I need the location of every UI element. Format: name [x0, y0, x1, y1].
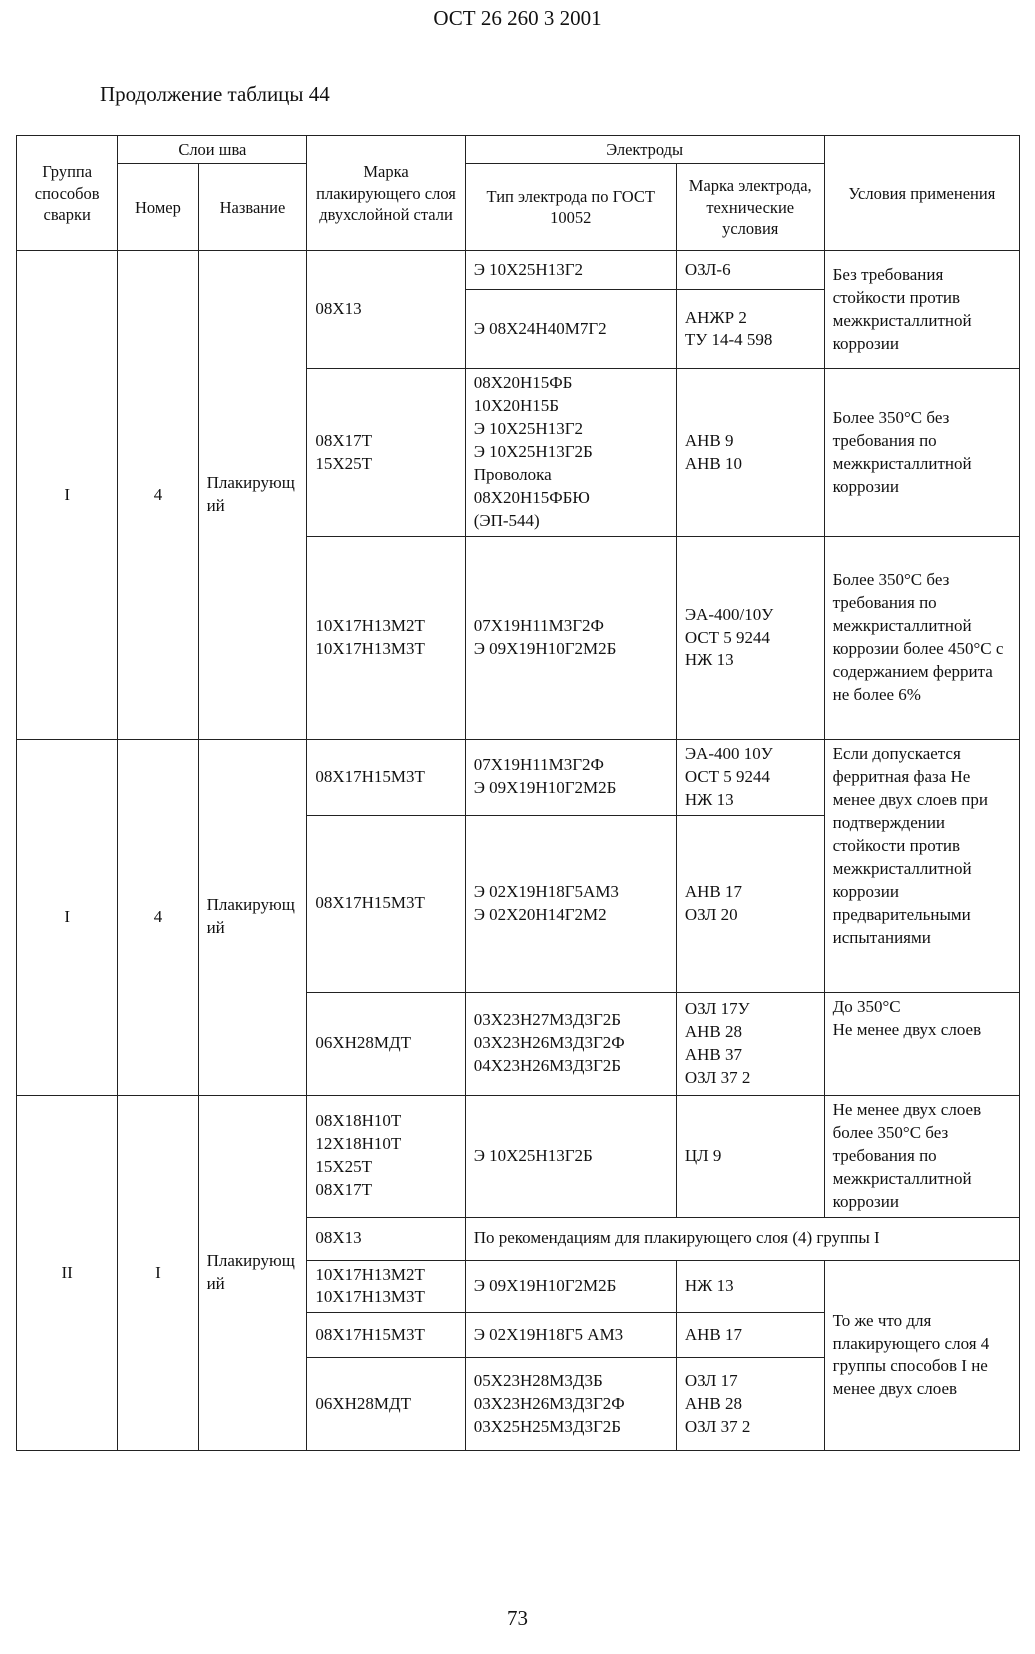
col-layer-number: Номер — [118, 164, 198, 251]
layer-number-cell: 4 — [118, 251, 198, 740]
steel-line: 12Х18Н10Т — [315, 1134, 402, 1154]
layer-name-cell: Плакирующий — [198, 1095, 307, 1451]
steel-line: 08Х17Т — [315, 1180, 372, 1200]
table-caption: Продолжение таблицы 44 — [100, 82, 330, 106]
electrode-type-cell — [465, 537, 676, 740]
electrode-grade-cell — [676, 369, 824, 537]
steel-cell: 08Х17Н15М3Т — [307, 815, 465, 992]
grade-line: ОЗЛ 20 — [684, 904, 738, 924]
type-line: 03Х23Н27М3Д3Г2Б — [473, 1010, 622, 1030]
grade-line: АНВ 10 — [684, 453, 742, 473]
electrode-type-cell: Э 09Х19Н10Г2М2Б — [465, 1260, 676, 1313]
conditions-cell: Более 350°С без требования по межкристаллитной коррозии — [824, 369, 1019, 537]
conditions-cell: Без требования стойкости против межкристаллитной коррозии — [824, 251, 1019, 369]
type-line: Проволока — [473, 465, 552, 485]
steel-cell — [307, 1260, 465, 1313]
electrode-grade-cell — [676, 815, 824, 992]
conditions-line: Не менее двух слоев — [832, 1019, 982, 1039]
type-line: 08Х20Н15ФБЮ — [473, 488, 590, 508]
type-line: Э 02Х20Н14Г2М2 — [473, 904, 607, 924]
electrodes-table — [16, 135, 1020, 1451]
type-line: 03Х23Н26М3Д3Г2Ф — [473, 1393, 625, 1413]
col-layers: Слои шва — [118, 136, 307, 164]
steel-cell: 08Х17Н15М3Т — [307, 740, 465, 816]
grade-line: ОСТ 5 9244 — [684, 627, 771, 647]
col-layer-name: Название — [198, 164, 307, 251]
layer-number-cell: 4 — [118, 740, 198, 1096]
electrode-type-cell: Э 10Х25Н13Г2 — [465, 251, 676, 290]
steel-line: 08Х18Н10Т — [315, 1111, 402, 1131]
electrode-grade-cell: АНВ 17 — [676, 1313, 824, 1358]
steel-cell: 06ХН28МДТ — [307, 1358, 465, 1451]
grade-line: ОЗЛ 37 2 — [684, 1416, 751, 1436]
header-row — [17, 136, 1020, 164]
electrode-type-cell — [465, 369, 676, 537]
electrode-grade-cell — [676, 290, 824, 369]
recommendation-note: По рекомендациям для плакирующего слоя (4) группы I — [465, 1217, 1019, 1260]
grade-line: НЖ 13 — [684, 650, 734, 670]
layer-name-cell: Плакирующий — [198, 740, 307, 1096]
steel-line: 15Х25Т — [315, 453, 372, 473]
col-electrodes: Электроды — [465, 136, 824, 164]
grade-line: ОЗЛ 17У — [684, 998, 750, 1018]
table-row — [17, 251, 1020, 290]
electrode-grade-cell: НЖ 13 — [676, 1260, 824, 1313]
type-line: 07Х19Н11М3Г2Ф — [473, 616, 604, 636]
group-cell: II — [17, 1095, 118, 1451]
col-group: Группа способов сварки — [17, 136, 118, 251]
grade-line: АНВ 28 — [684, 1021, 742, 1041]
conditions-cell: То же что для плакирующего слоя 4 группы способов I не менее двух слоев — [824, 1260, 1019, 1451]
document-code: ОСТ 26 260 3 2001 — [433, 6, 602, 30]
grade-line: АНЖР 2 — [684, 307, 747, 327]
grade-line: ЭА-400 10У — [684, 744, 773, 763]
group-cell: I — [17, 740, 118, 1096]
electrode-grade-cell — [676, 992, 824, 1095]
table-row — [17, 1095, 1020, 1217]
grade-line: ОСТ 5 9244 — [684, 766, 771, 786]
grade-line: ОЗЛ 37 2 — [684, 1067, 751, 1087]
conditions-line: До 350°С — [832, 996, 901, 1016]
col-electrode-type: Тип электрода по ГОСТ 10052 — [465, 164, 676, 251]
type-line: (ЭП-544) — [473, 511, 540, 531]
type-line: 03Х25Н25М3Д3Г2Б — [473, 1416, 622, 1436]
electrode-grade-cell — [676, 740, 824, 816]
col-electrode-grade: Марка электрода, технические условия — [676, 164, 824, 251]
grade-line: АНВ 9 — [684, 430, 734, 450]
grade-line: АНВ 17 — [684, 881, 742, 901]
type-line: Э 10Х25Н13Г2Б — [473, 442, 593, 462]
group-cell: I — [17, 251, 118, 740]
grade-line: АНВ 37 — [684, 1044, 742, 1064]
electrode-grade-cell: ЦЛ 9 — [676, 1095, 824, 1217]
type-line: Э 09Х19Н10Г2М2Б — [473, 639, 617, 658]
steel-cell — [307, 369, 465, 537]
steel-line: 15Х25Т — [315, 1157, 372, 1177]
electrode-type-cell — [465, 740, 676, 816]
steel-cell: 08Х13 — [307, 1217, 465, 1260]
conditions-cell: Не менее двух слоев более 350°С без требования по межкристаллитной коррозии — [824, 1095, 1019, 1217]
electrode-type-cell: Э 02Х19Н18Г5 АМ3 — [465, 1313, 676, 1358]
type-line: Э 09Х19Н10Г2М2Б — [473, 778, 617, 798]
conditions-cell: Более 350°С без требования по межкристаллитной коррозии более 450°С с содержанием феррита не более 6% — [824, 537, 1019, 740]
grade-line: ТУ 14-4 598 — [684, 330, 773, 350]
electrode-grade-cell — [676, 537, 824, 740]
steel-cell — [307, 1095, 465, 1217]
steel-line: 10Х17Н13М2Т — [315, 616, 425, 636]
layer-name-cell: Плакирующий — [198, 251, 307, 740]
steel-line: 10Х17Н13М3Т — [315, 1287, 425, 1307]
grade-line: АНВ 28 — [684, 1393, 742, 1413]
table-row — [17, 740, 1020, 816]
electrode-type-cell — [465, 815, 676, 992]
type-line: Э 02Х19Н18Г5АМ3 — [473, 881, 619, 901]
steel-cell: 06ХН28МДТ — [307, 992, 465, 1095]
col-conditions: Условия применения — [824, 136, 1019, 251]
grade-line: ОЗЛ 17 — [684, 1370, 738, 1390]
steel-line: 10Х17Н13М3Т — [315, 639, 425, 658]
type-line: Э 10Х25Н13Г2 — [473, 419, 584, 439]
page-number: 73 — [507, 1606, 528, 1630]
steel-cell — [307, 537, 465, 740]
type-line: 04Х23Н26М3Д3Г2Б — [473, 1056, 622, 1076]
electrode-grade-cell: ОЗЛ-6 — [676, 251, 824, 290]
grade-line: НЖ 13 — [684, 789, 734, 809]
conditions-cell — [824, 992, 1019, 1095]
steel-cell: 08Х17Н15М3Т — [307, 1313, 465, 1358]
layer-number-cell: I — [118, 1095, 198, 1451]
electrode-type-cell: Э 10Х25Н13Г2Б — [465, 1095, 676, 1217]
steel-line: 08Х17Т — [315, 430, 372, 450]
col-steel-grade: Марка плакирующего слоя двухслойной стали — [307, 136, 465, 251]
grade-line: ЭА-400/10У — [684, 604, 774, 624]
electrode-type-cell — [465, 1358, 676, 1451]
steel-cell: 08Х13 — [307, 251, 465, 369]
type-line: 05Х23Н28М3Д3Б — [473, 1370, 603, 1390]
electrode-type-cell: Э 08Х24Н40М7Г2 — [465, 290, 676, 369]
electrode-grade-cell — [676, 1358, 824, 1451]
type-line: 03Х23Н26М3Д3Г2Ф — [473, 1033, 625, 1053]
type-line: 08Х20Н15ФБ — [473, 373, 573, 393]
type-line: 10Х20Н15Б — [473, 396, 560, 416]
conditions-cell: Если допускается ферритная фаза Не менее двух слоев при подтверждении стойкости против межкристаллитной коррозии предварительными испытаниями — [824, 740, 1019, 993]
electrode-type-cell — [465, 992, 676, 1095]
type-line: 07Х19Н11М3Г2Ф — [473, 755, 604, 775]
steel-line: 10Х17Н13М2Т — [315, 1264, 425, 1284]
